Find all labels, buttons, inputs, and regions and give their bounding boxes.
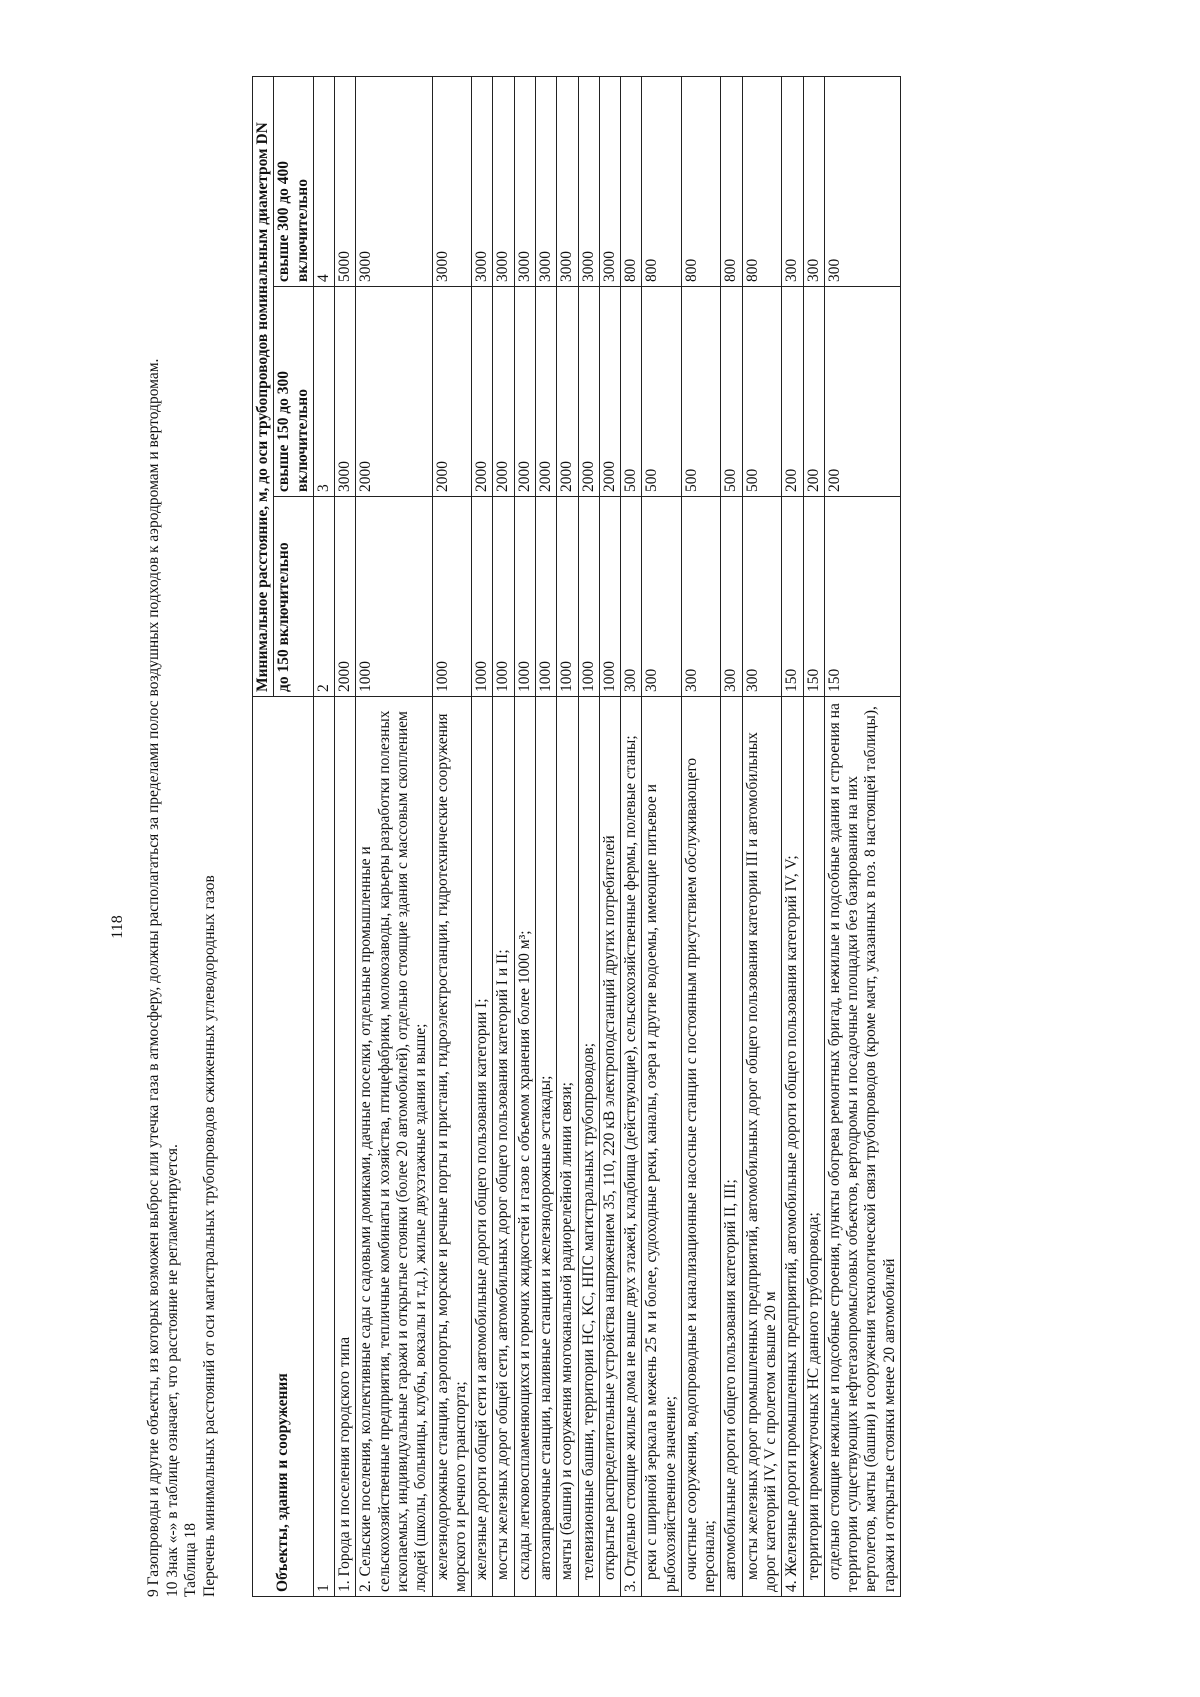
table-row bbox=[535, 76, 556, 1596]
distance-150-300: 2000 bbox=[535, 287, 556, 497]
column-index: 4 bbox=[313, 76, 334, 286]
table-body bbox=[335, 76, 901, 1596]
distance-up-to-150: 1000 bbox=[535, 497, 556, 697]
distance-table bbox=[252, 76, 901, 1597]
distance-150-300: 2000 bbox=[578, 287, 599, 497]
table-row bbox=[514, 76, 535, 1596]
object-description: 3. Отдельно стоящие жилые дома не выше двух этажей, кладбища (действующие), сельскохозяйственные фермы, полевые станы; bbox=[621, 697, 642, 1597]
table-row bbox=[472, 76, 493, 1596]
table-row bbox=[803, 76, 824, 1596]
distance-150-300: 2000 bbox=[599, 287, 620, 497]
distance-300-400: 300 bbox=[803, 76, 824, 286]
object-description: мосты железных дорог общей сети, автомобильных дорог общего пользования категорий I и II; bbox=[493, 697, 514, 1597]
distance-300-400: 800 bbox=[721, 76, 742, 286]
table-row bbox=[432, 76, 472, 1596]
distance-up-to-150: 1000 bbox=[578, 497, 599, 697]
distance-up-to-150: 1000 bbox=[432, 497, 472, 697]
column-index: 3 bbox=[313, 287, 334, 497]
object-description: автомобильные дороги общего пользования категорий II, III; bbox=[721, 697, 742, 1597]
object-description: автозаправочные станции, наливные станции и железнодорожные эстакады; bbox=[535, 697, 556, 1597]
distance-150-300: 200 bbox=[803, 287, 824, 497]
distance-300-400: 3000 bbox=[493, 76, 514, 286]
distance-300-400: 800 bbox=[681, 76, 721, 286]
object-description: открытые распределительные устройства напряжением 35, 110, 220 кВ электроподстанций других потребителей bbox=[599, 697, 620, 1597]
distance-up-to-150: 1000 bbox=[514, 497, 535, 697]
distance-150-300: 200 bbox=[782, 287, 803, 497]
distance-up-to-150: 300 bbox=[642, 497, 682, 697]
object-description: отдельно стоящие нежилые и подсобные строения, пункты обогрева ремонтных бригад, нежилые и подсобные здания и строения на территории существующих нефтегазопромысловых объектов, вертодромы и посадочные площадки без базирования на них вертолетов, мачты (башни) и сооружения технологической связи трубопроводов (кроме мачт, указанных в поз. 8 настоящей таблицы), гаражи и открытые стоянки менее 20 автомобилей bbox=[824, 697, 900, 1597]
rotated-page bbox=[100, 77, 1100, 1597]
object-description: территории промежуточных НС данного трубопровода; bbox=[803, 697, 824, 1597]
table-row bbox=[599, 76, 620, 1596]
distance-150-300: 500 bbox=[621, 287, 642, 497]
object-description: телевизионные башни, территории НС, КС, НПС магистральных трубопроводов; bbox=[578, 697, 599, 1597]
object-description: 1. Города и поселения городского типа bbox=[335, 697, 356, 1597]
table-title: Перечень минимальных расстояний от оси магистральных трубопроводов сжиженных углеводородных газов bbox=[200, 875, 218, 1597]
table-row bbox=[335, 76, 356, 1596]
distance-up-to-150: 150 bbox=[824, 497, 900, 697]
header-col-300-400: свыше 300 до 400 включительно bbox=[274, 76, 314, 286]
distance-300-400: 3000 bbox=[535, 76, 556, 286]
distance-up-to-150: 300 bbox=[742, 497, 782, 697]
distance-300-400: 3000 bbox=[432, 76, 472, 286]
distance-up-to-150: 1000 bbox=[557, 497, 578, 697]
table-row bbox=[681, 76, 721, 1596]
distance-150-300: 2000 bbox=[493, 287, 514, 497]
table-row bbox=[578, 76, 599, 1596]
object-description: железные дороги общей сети и автомобильные дороги общего пользования категории I; bbox=[472, 697, 493, 1597]
distance-300-400: 800 bbox=[742, 76, 782, 286]
note-10: 10 Знак «-» в таблице означает, что расстояние не регламентируется. bbox=[163, 1144, 181, 1597]
object-description: очистные сооружения, водопроводные и канализационные насосные станции с постоянным присутствием обслуживающего персонала; bbox=[681, 697, 721, 1597]
distance-up-to-150: 150 bbox=[803, 497, 824, 697]
distance-300-400: 3000 bbox=[356, 76, 432, 286]
table-label: Таблица 18 bbox=[182, 1522, 200, 1597]
distance-300-400: 3000 bbox=[514, 76, 535, 286]
distance-300-400: 3000 bbox=[599, 76, 620, 286]
table-row bbox=[782, 76, 803, 1596]
distance-300-400: 5000 bbox=[335, 76, 356, 286]
object-description: склады легковоспламеняющихся и горючих жидкостей и газов с объемом хранения более 1000 м³; bbox=[514, 697, 535, 1597]
header-objects: Объекты, здания и сооружения bbox=[253, 697, 314, 1597]
distance-up-to-150: 1000 bbox=[356, 497, 432, 697]
page-number: 118 bbox=[109, 915, 126, 939]
distance-150-300: 500 bbox=[742, 287, 782, 497]
distance-150-300: 500 bbox=[681, 287, 721, 497]
distance-150-300: 2000 bbox=[514, 287, 535, 497]
distance-300-400: 3000 bbox=[472, 76, 493, 286]
table-row bbox=[356, 76, 432, 1596]
distance-up-to-150: 1000 bbox=[493, 497, 514, 697]
object-description: реки с шириной зеркала в межень 25 м и более, судоходные реки, каналы, озера и другие водоемы, имеющие питьевое и рыбохозяйственное значение; bbox=[642, 697, 682, 1597]
distance-150-300: 2000 bbox=[356, 287, 432, 497]
column-index: 2 bbox=[313, 497, 334, 697]
table-row bbox=[721, 76, 742, 1596]
header-col-up-to-150: до 150 включительно bbox=[274, 497, 314, 697]
distance-300-400: 800 bbox=[621, 76, 642, 286]
distance-up-to-150: 300 bbox=[721, 497, 742, 697]
table-row bbox=[621, 76, 642, 1596]
distance-150-300: 2000 bbox=[557, 287, 578, 497]
object-description: 4. Железные дороги промышленных предприятий, автомобильные дороги общего пользования категорий IV, V; bbox=[782, 697, 803, 1597]
object-description: мосты железных дорог промышленных предприятий, автомобильных дорог общего пользования категории III и автомобильных дорог категорий IV, V с пролетом свыше 20 м bbox=[742, 697, 782, 1597]
table-row bbox=[742, 76, 782, 1596]
object-description: 2. Сельские поселения, коллективные сады с садовыми домиками, дачные поселки, отдельные промышленные и сельскохозяйственные предприятия, тепличные комбинаты и хозяйства, птицефабрики, молокозаводы, карьеры разработки полезных ископаемых, индивидуальные гаражи и открытые стоянки (более 20 автомобилей), отдельно стоящие здания с массовым скоплением людей (школы, больницы, клубы, вокзалы и т.д.), жилые двухэтажные здания и выше; bbox=[356, 697, 432, 1597]
distance-150-300: 2000 bbox=[472, 287, 493, 497]
table-row bbox=[557, 76, 578, 1596]
header-col-150-300: свыше 150 до 300 включительно bbox=[274, 287, 314, 497]
distance-up-to-150: 300 bbox=[681, 497, 721, 697]
object-description: мачты (башни) и сооружения многоканальной радиорелейной линии связи; bbox=[557, 697, 578, 1597]
table-row bbox=[493, 76, 514, 1596]
table-row bbox=[824, 76, 900, 1596]
distance-150-300: 3000 bbox=[335, 287, 356, 497]
distance-up-to-150: 1000 bbox=[599, 497, 620, 697]
table-row bbox=[642, 76, 682, 1596]
intro-notes bbox=[145, 77, 219, 1597]
distance-150-300: 200 bbox=[824, 287, 900, 497]
distance-150-300: 500 bbox=[642, 287, 682, 497]
object-description: железнодорожные станции, аэропорты, морские и речные порты и пристани, гидроэлектростанции, гидротехнические сооружения морского и речного транспорта; bbox=[432, 697, 472, 1597]
distance-up-to-150: 150 bbox=[782, 497, 803, 697]
distance-300-400: 300 bbox=[824, 76, 900, 286]
distance-150-300: 2000 bbox=[432, 287, 472, 497]
distance-300-400: 3000 bbox=[578, 76, 599, 286]
note-9: 9 Газопроводы и другие объекты, из которых возможен выброс или утечка газа в атмосферу, должны располагаться за пределами полос воздушных подходов к аэродромам и вертодромам. bbox=[145, 358, 162, 1597]
distance-300-400: 800 bbox=[642, 76, 682, 286]
distance-up-to-150: 300 bbox=[621, 497, 642, 697]
distance-150-300: 500 bbox=[721, 287, 742, 497]
distance-300-400: 3000 bbox=[557, 76, 578, 286]
distance-up-to-150: 2000 bbox=[335, 497, 356, 697]
column-index: 1 bbox=[313, 697, 334, 1597]
distance-300-400: 300 bbox=[782, 76, 803, 286]
distance-up-to-150: 1000 bbox=[472, 497, 493, 697]
header-distance-group: Минимальное расстояние, м, до оси трубопроводов номинальным диаметром DN bbox=[253, 76, 274, 696]
